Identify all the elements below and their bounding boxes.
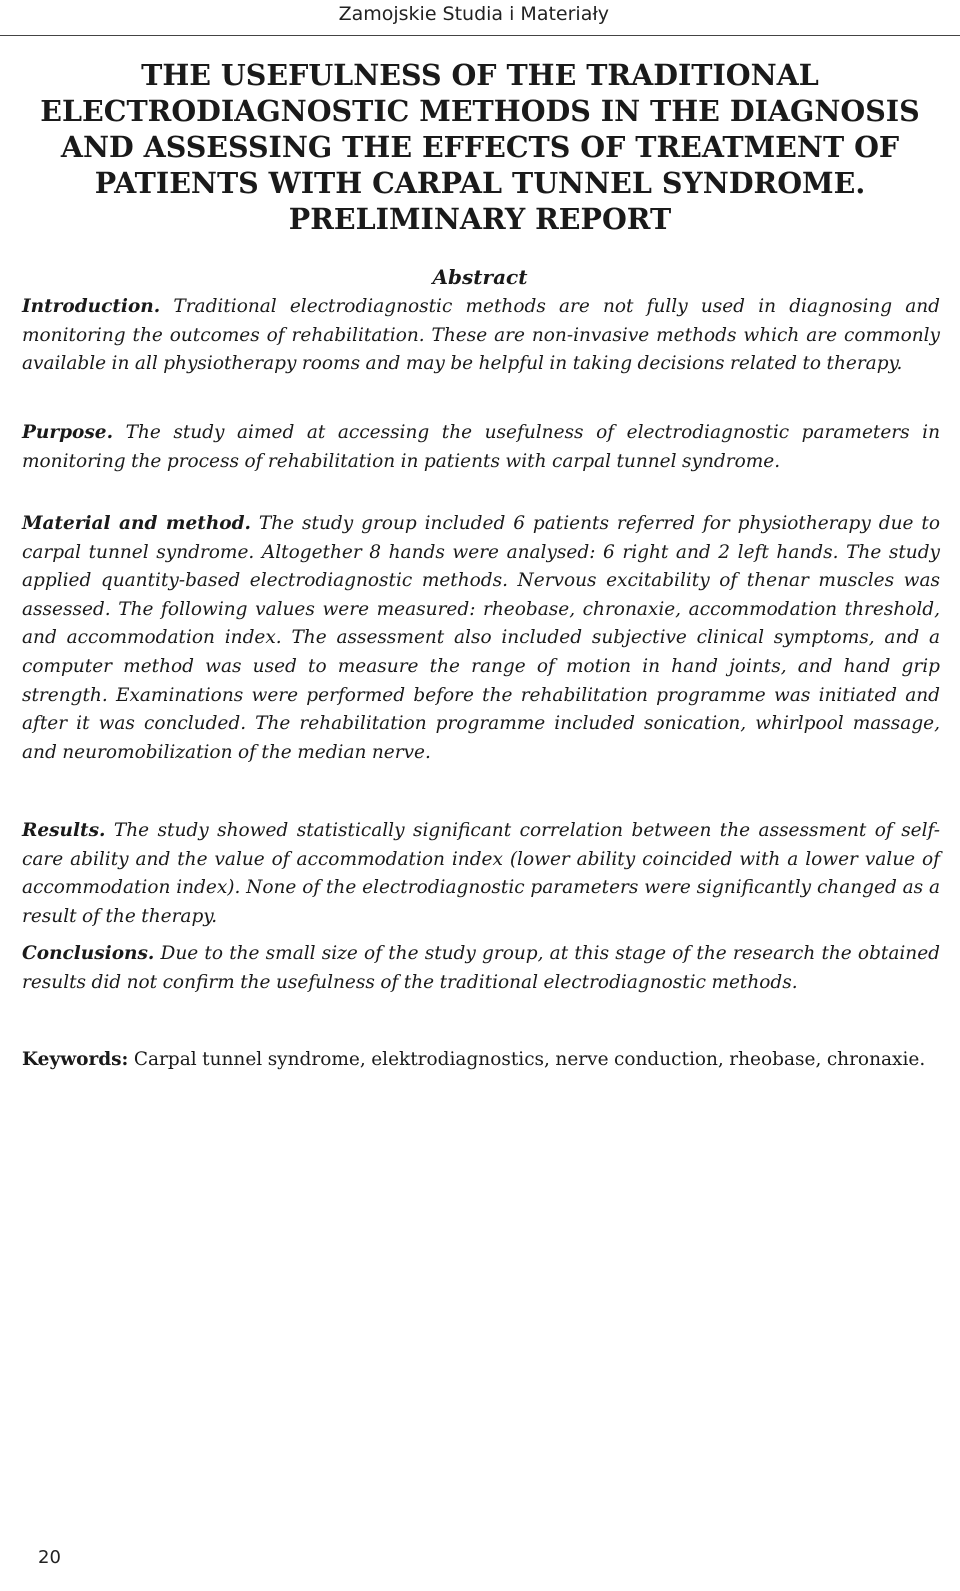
section-text-purpose: The study aimed at accessing the usefulness of electrodiagnostic parameters in monitoring the process of rehabilitation in patients with carpal tunnel syndrome. <box>22 422 940 472</box>
section-label-purpose: Purpose. <box>22 422 114 443</box>
section-label-material-and-method: Material and method. <box>22 513 251 534</box>
abstract-purpose <box>22 419 940 476</box>
section-text-material-and-method: The study group included 6 patients referred for physiotherapy due to carpal tunnel syndrome. Altogether 8 hands were analysed: 6 right and 2 left hands. The study applied quantity-based electrodiagnostic methods. Nervous excitability of thenar muscles was assessed. The following values were measured: rheobase, chronaxie, accommodation threshold, and accommodation index. The assessment also included subjective clinical symptoms, and a computer method was used to measure the range of motion in hand joints, and hand grip strength. Examinations were performed before the rehabilitation programme was initiated and after it was concluded. The rehabilitation programme included sonication, whirlpool massage, and neuromobilization of the median nerve. <box>22 513 940 763</box>
running-header <box>0 0 960 36</box>
keywords-text: Carpal tunnel syndrome, elektrodiagnostics, nerve conduction, rheobase, chronaxie. <box>128 1049 926 1070</box>
section-label-results: Results. <box>22 820 106 841</box>
article-title: THE USEFULNESS OF THE TRADITIONAL ELECTRODIAGNOSTIC METHODS IN THE DIAGNOSIS AND ASSESSING THE EFFECTS OF TREATMENT OF PATIENTS WITH CARPAL TUNNEL SYNDROME. PRELIMINARY REPORT <box>40 58 920 236</box>
section-label-conclusions: Conclusions. <box>22 943 155 964</box>
abstract-conclusions <box>22 940 940 997</box>
abstract-heading: Abstract <box>432 265 528 289</box>
journal-name: Zamojskie Studia i Materiały <box>338 3 609 25</box>
keywords-label: Keywords: <box>22 1049 129 1070</box>
section-text-introduction: Traditional electrodiagnostic methods are not fully used in diagnosing and monitoring the outcomes of rehabilitation. These are non-invasive methods which are commonly available in all physiotherapy rooms and may be helpful in taking decisions related to therapy. <box>22 296 940 375</box>
section-label-introduction: Introduction. <box>22 296 161 317</box>
section-text-conclusions: Due to the small size of the study group, at this stage of the research the obtained results did not confirm the usefulness of the traditional electrodiagnostic methods. <box>22 943 940 993</box>
page-number: 20 <box>38 1547 61 1568</box>
section-text-results: The study showed statistically significant correlation between the assessment of self-care ability and the value of accommodation index (lower ability coincided with a lower value of accommodation index). None of the electrodiagnostic parameters were significantly changed as a result of the therapy. <box>22 820 940 927</box>
abstract-introduction <box>22 293 940 379</box>
abstract-material-and-method <box>22 510 940 767</box>
keywords <box>22 1046 940 1075</box>
abstract-results <box>22 817 940 931</box>
